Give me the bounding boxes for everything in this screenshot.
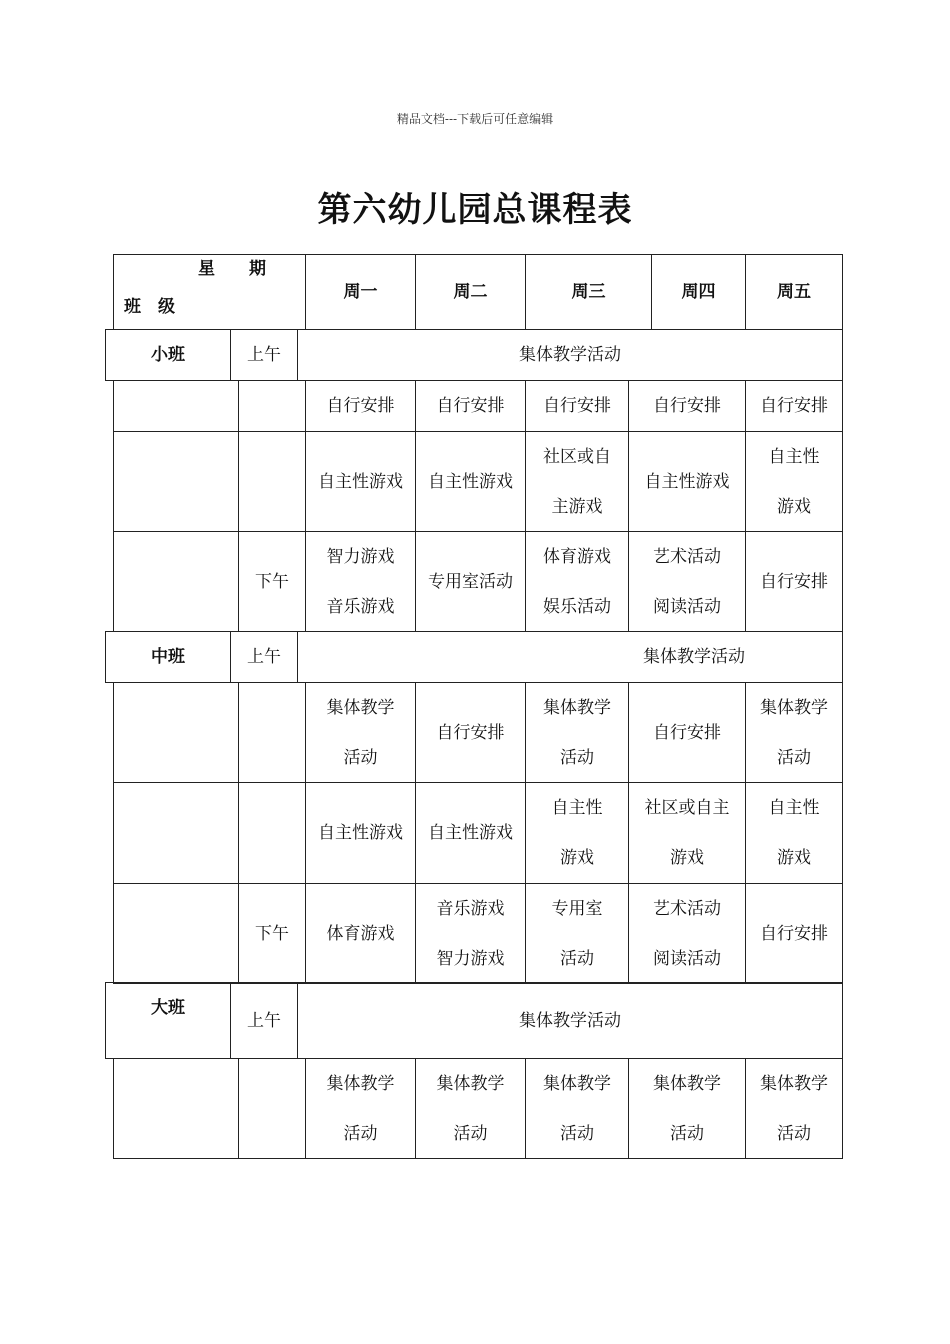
course-cell-1-1-3 [525,380,629,432]
row-blank-1-3 [113,531,239,632]
course-cell-2-3-1 [305,883,416,984]
day-header-1 [305,254,416,330]
row-blank-2-1 [113,682,239,783]
course-cell-3-1-3 [525,1058,629,1159]
row-blank-2-3 [113,883,239,984]
period-label-2-1 [238,682,306,783]
course-cell-1-3-4-text: 艺术活动 阅读活动 [653,546,721,617]
course-cell-2-3-1-text: 体育游戏 [326,923,395,944]
course-cell-2-1-5 [745,682,843,783]
period-label-3-1 [238,1058,306,1159]
course-cell-2-1-4-text: 自行安排 [653,722,721,743]
morning-label-2 [230,631,298,683]
day-header-3 [525,254,652,330]
course-cell-1-2-5-text: 自主性 游戏 [768,446,820,517]
course-cell-1-3-1-text: 智力游戏 音乐游戏 [326,546,395,617]
course-cell-2-3-5 [745,883,843,984]
course-cell-3-1-2 [415,1058,526,1159]
morning-merged-3 [297,982,843,1059]
course-cell-1-3-2 [415,531,526,632]
morning-merged-1-text: 集体教学活动 [519,345,621,365]
course-cell-1-3-5-text: 自行安排 [760,571,828,592]
course-cell-1-2-4-text: 自主性游戏 [644,471,730,492]
course-cell-1-3-4 [628,531,746,632]
course-cell-1-1-4 [628,380,746,432]
course-cell-1-3-3-text: 体育游戏 娱乐活动 [543,546,611,617]
course-cell-3-1-5 [745,1058,843,1159]
course-cell-2-2-4-text: 社区或自主 游戏 [644,798,730,868]
course-cell-1-1-1 [305,380,416,432]
day-header-3-text: 周三 [571,282,606,302]
course-cell-2-2-5 [745,782,843,884]
course-cell-1-3-3 [525,531,629,632]
course-cell-2-2-1-text: 自主性游戏 [318,823,403,843]
course-cell-2-3-5-text: 自行安排 [760,923,828,944]
course-cell-1-1-2 [415,380,526,432]
course-cell-1-2-3 [525,431,629,532]
course-cell-1-3-2-text: 专用室活动 [428,571,513,592]
morning-label-1-text: 上午 [247,345,281,365]
class-name-2 [105,631,231,683]
row-blank-1-2 [113,431,239,532]
day-header-4-text: 周四 [681,282,716,302]
course-cell-2-2-5-text: 自主性 游戏 [768,798,820,868]
course-cell-1-1-3-text: 自行安排 [543,396,611,416]
morning-label-1 [230,329,298,381]
morning-label-3-text: 上午 [247,1010,281,1031]
period-label-1-2 [238,431,306,532]
course-cell-1-2-3-text: 社区或自 主游戏 [543,446,611,517]
course-cell-2-3-3 [525,883,629,984]
day-header-5-text: 周五 [777,282,811,302]
day-header-1-text: 周一 [343,282,378,302]
course-cell-3-1-2-text: 集体教学 活动 [436,1073,505,1144]
day-header-2-text: 周二 [453,282,488,302]
course-cell-1-2-4 [628,431,746,532]
course-cell-2-3-4 [628,883,746,984]
course-cell-2-1-3 [525,682,629,783]
course-cell-2-2-2 [415,782,526,884]
course-cell-1-2-2 [415,431,526,532]
period-label-2-3 [238,883,306,984]
course-cell-1-3-1 [305,531,416,632]
morning-merged-3-text: 集体教学活动 [519,1010,621,1031]
class-name-1-text: 小班 [151,345,185,365]
course-cell-3-1-5-text: 集体教学 活动 [760,1073,828,1144]
course-cell-3-1-1-text: 集体教学 活动 [326,1073,395,1144]
course-cell-1-2-2-text: 自主性游戏 [428,471,513,492]
course-cell-3-1-4-text: 集体教学 活动 [653,1073,721,1144]
class-name-3 [105,982,231,1059]
corner-label-week: 星 期 [198,259,266,279]
page-title: 第六幼儿园总课程表 [317,190,633,230]
course-cell-2-2-2-text: 自主性游戏 [428,823,513,843]
period-label-2-3-text: 下午 [255,923,289,944]
course-cell-2-1-2 [415,682,526,783]
course-cell-3-1-3-text: 集体教学 活动 [543,1073,611,1144]
morning-label-2-text: 上午 [247,647,281,667]
course-cell-1-3-5 [745,531,843,632]
course-cell-1-1-1-text: 自行安排 [326,396,395,416]
course-cell-1-1-5-text: 自行安排 [760,396,828,416]
course-cell-2-2-1 [305,782,416,884]
course-cell-2-3-2 [415,883,526,984]
course-cell-2-1-1-text: 集体教学 活动 [326,697,395,768]
corner-label-class: 班 级 [124,297,175,317]
corner-cell [113,254,306,330]
course-cell-2-3-4-text: 艺术活动 阅读活动 [653,898,721,969]
course-cell-1-2-1-text: 自主性游戏 [318,471,403,492]
morning-label-3 [230,982,298,1059]
class-name-2-text: 中班 [151,647,185,667]
period-label-1-3-text: 下午 [255,571,289,592]
course-cell-3-1-4 [628,1058,746,1159]
course-cell-1-2-1 [305,431,416,532]
course-cell-2-1-3-text: 集体教学 活动 [543,697,611,768]
course-cell-2-2-3 [525,782,629,884]
course-cell-2-1-2-text: 自行安排 [436,722,505,743]
period-label-1-3 [238,531,306,632]
row-blank-3-1 [113,1058,239,1159]
course-cell-1-1-4-text: 自行安排 [653,396,721,416]
course-cell-2-3-3-text: 专用室 活动 [551,898,603,969]
morning-merged-2-text: 集体教学活动 [643,647,745,667]
course-cell-2-1-5-text: 集体教学 活动 [760,697,828,768]
course-cell-3-1-1 [305,1058,416,1159]
course-cell-2-2-3-text: 自主性 游戏 [551,798,603,868]
course-cell-1-2-5 [745,431,843,532]
course-cell-2-3-2-text: 音乐游戏 智力游戏 [436,898,505,969]
morning-merged-2 [297,631,843,683]
course-cell-2-1-1 [305,682,416,783]
course-cell-2-1-4 [628,682,746,783]
day-header-5 [745,254,843,330]
header-note: 精品文档---下载后可任意编辑 [396,112,554,126]
period-label-1-1 [238,380,306,432]
period-label-2-2 [238,782,306,884]
day-header-4 [651,254,746,330]
row-blank-1-1 [113,380,239,432]
course-cell-2-2-4 [628,782,746,884]
day-header-2 [415,254,526,330]
course-cell-1-1-2-text: 自行安排 [436,396,505,416]
row-blank-2-2 [113,782,239,884]
morning-merged-1 [297,329,843,381]
course-cell-1-1-5 [745,380,843,432]
class-name-1 [105,329,231,381]
class-name-3-text: 大班 [151,998,185,1018]
